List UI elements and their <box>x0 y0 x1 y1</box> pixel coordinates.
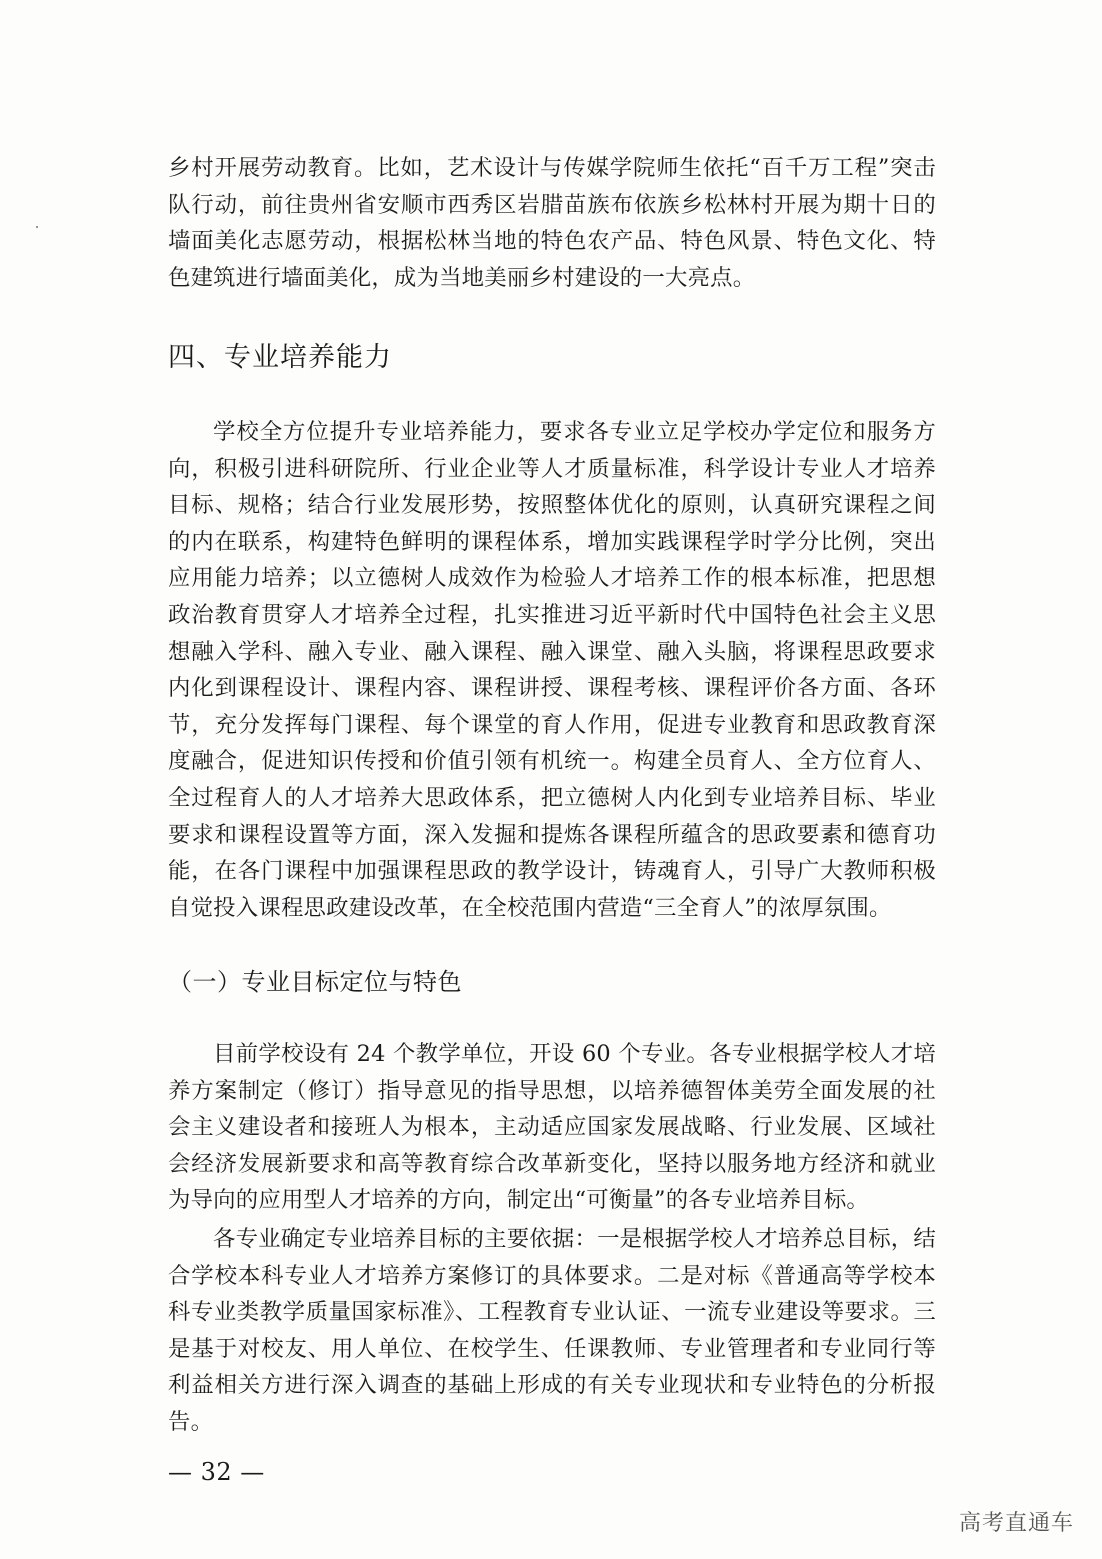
subsection-heading: （一）专业目标定位与特色 <box>168 968 462 996</box>
scan-speck <box>36 226 38 228</box>
watermark: 高考直通车 <box>958 1511 1074 1536</box>
subsection-paragraph-2: 各专业确定专业培养目标的主要依据：一是根据学校人才培养总目标，结合学校本科专业人才培养方案修订的具体要求。二是对标《普通高等学校本科专业类教学质量国家标准》、工程教育专业认证、一流专业建设等要求。三是基于对校友、用人单位、在校学生、任课教师、专业管理者和专业同行等利益相关方进行深入调查的基础上形成的有关专业现状和专业特色的分析报告。 <box>168 1226 936 1435</box>
page-number: — 32 — <box>168 1458 265 1486</box>
section-paragraph: 学校全方位提升专业培养能力，要求各专业立足学校办学定位和服务方向，积极引进科研院所、行业企业等人才质量标准，科学设计专业人才培养目标、规格；结合行业发展形势，按照整体优化的原则，认真研究课程之间的内在联系，构建特色鲜明的课程体系，增加实践课程学时学分比例，突出应用能力培养；以立德树人成效作为检验人才培养工作的根本标准，把思想政治教育贯穿人才培养全过程，扎实推进习近平新时代中国特色社会主义思想融入学科、融入专业、融入课程、融入课堂、融入头脑，将课程思政要求内化到课程设计、课程内容、课程讲授、课程考核、课程评价各方面、各环节，充分发挥每门课程、每个课堂的育人作用，促进专业教育和思政教育深度融合，促进知识传授和价值引领有机统一。构建全员育人、全方位育人、全过程育人的人才培养大思政体系，把立德树人内化到专业培养目标、毕业要求和课程设置等方面，深入发掘和提炼各课程所蕴含的思政要素和德育功能，在各门课程中加强课程思政的教学设计，铸魂育人，引导广大教师积极自觉投入课程思政建设改革，在全校范围内营造“三全育人”的浓厚氛围。 <box>168 419 936 921</box>
section-heading: 四、专业培养能力 <box>168 342 392 373</box>
intro-paragraph: 乡村开展劳动教育。比如，艺术设计与传媒学院师生依托“百千万工程”突击队行动，前往贵州省安顺市西秀区岩腊苗族布依族乡松林村开展为期十日的墙面美化志愿劳动，根据松林当地的特色农产品、特色风景、特色文化、特色建筑进行墙面美化，成为当地美丽乡村建设的一大亮点。 <box>168 155 936 291</box>
subsection-paragraph-1: 目前学校设有 24 个教学单位，开设 60 个专业。各专业根据学校人才培养方案制定（修订）指导意见的指导思想，以培养德智体美劳全面发展的社会主义建设者和接班人为根本，主动适应国家发展战略、行业发展、区域社会经济发展新要求和高等教育综合改革新变化，坚持以服务地方经济和就业为导向的应用型人才培养的方向，制定出“可衡量”的各专业培养目标。 <box>168 1041 936 1214</box>
